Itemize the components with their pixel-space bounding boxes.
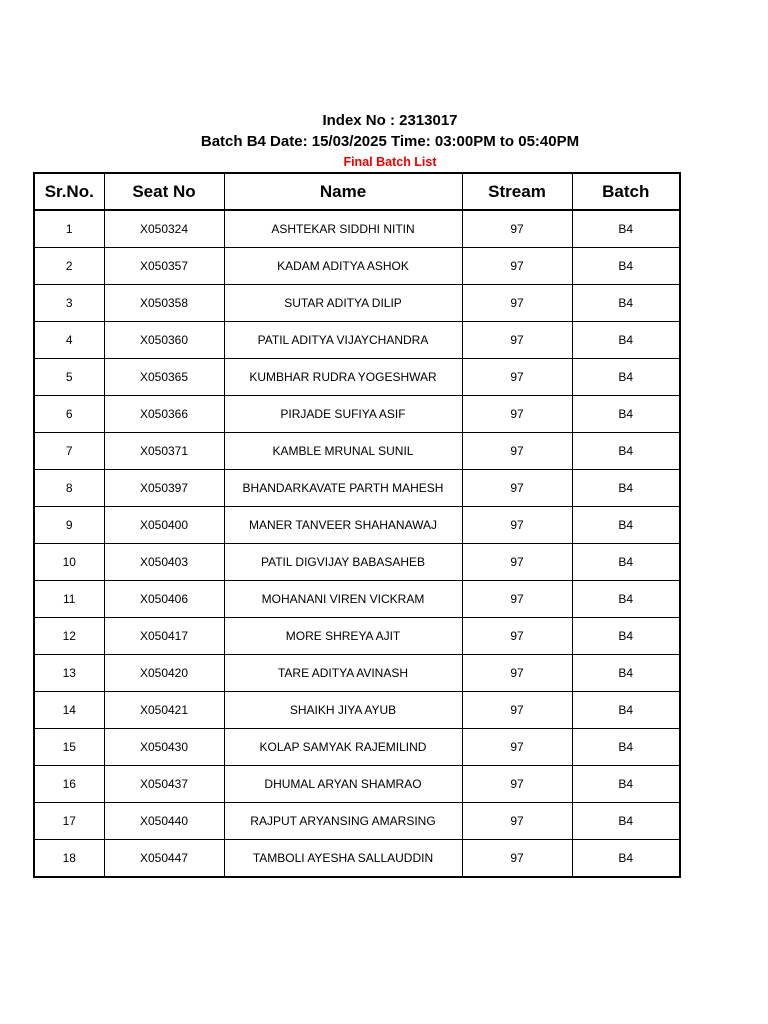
sr-no-cell: 1 — [34, 210, 104, 248]
stream-cell: 97 — [462, 507, 572, 544]
name-cell: TAMBOLI AYESHA SALLAUDDIN — [224, 840, 462, 878]
table-row — [34, 729, 680, 766]
batch-cell: B4 — [572, 359, 680, 396]
name-cell: DHUMAL ARYAN SHAMRAO — [224, 766, 462, 803]
name-cell: KADAM ADITYA ASHOK — [224, 248, 462, 285]
name-cell: SUTAR ADITYA DILIP — [224, 285, 462, 322]
table-row — [34, 359, 680, 396]
batch-list-table — [33, 172, 681, 878]
table-row — [34, 692, 680, 729]
sr-no-cell: 17 — [34, 803, 104, 840]
batch-cell: B4 — [572, 544, 680, 581]
sr-no-cell: 8 — [34, 470, 104, 507]
seat-no-cell: X050400 — [104, 507, 224, 544]
stream-cell: 97 — [462, 396, 572, 433]
batch-cell: B4 — [572, 507, 680, 544]
seat-no-cell: X050358 — [104, 285, 224, 322]
table-row — [34, 285, 680, 322]
table-row — [34, 322, 680, 359]
stream-cell: 97 — [462, 544, 572, 581]
table-row — [34, 396, 680, 433]
table-row — [34, 470, 680, 507]
batch-cell: B4 — [572, 618, 680, 655]
batch-cell: B4 — [572, 840, 680, 878]
stream-cell: 97 — [462, 803, 572, 840]
batch-cell: B4 — [572, 396, 680, 433]
final-batch-list-label: Final Batch List — [343, 155, 437, 169]
batch-cell: B4 — [572, 322, 680, 359]
stream-cell: 97 — [462, 729, 572, 766]
name-cell: MOHANANI VIREN VICKRAM — [224, 581, 462, 618]
seat-no-cell: X050365 — [104, 359, 224, 396]
table-row — [34, 210, 680, 248]
stream-cell: 97 — [462, 210, 572, 248]
table-row — [34, 507, 680, 544]
seat-no-cell: X050366 — [104, 396, 224, 433]
sr-no-cell: 13 — [34, 655, 104, 692]
stream-cell: 97 — [462, 692, 572, 729]
column-header-stream: Stream — [462, 173, 572, 210]
name-cell: BHANDARKAVATE PARTH MAHESH — [224, 470, 462, 507]
name-cell: MORE SHREYA AJIT — [224, 618, 462, 655]
seat-no-cell: X050447 — [104, 840, 224, 878]
name-cell: PIRJADE SUFIYA ASIF — [224, 396, 462, 433]
batch-cell: B4 — [572, 766, 680, 803]
name-cell: RAJPUT ARYANSING AMARSING — [224, 803, 462, 840]
batch-cell: B4 — [572, 285, 680, 322]
seat-no-cell: X050403 — [104, 544, 224, 581]
table-row — [34, 803, 680, 840]
seat-no-cell: X050421 — [104, 692, 224, 729]
name-cell: ASHTEKAR SIDDHI NITIN — [224, 210, 462, 248]
seat-no-cell: X050430 — [104, 729, 224, 766]
seat-no-cell: X050357 — [104, 248, 224, 285]
stream-cell: 97 — [462, 359, 572, 396]
table-body — [34, 210, 680, 877]
column-header-batch: Batch — [572, 173, 680, 210]
batch-cell: B4 — [572, 248, 680, 285]
batch-cell: B4 — [572, 803, 680, 840]
column-header-name: Name — [224, 173, 462, 210]
column-header-seat-no: Seat No — [104, 173, 224, 210]
index-number-heading: Index No : 2313017 — [322, 112, 458, 129]
sr-no-cell: 7 — [34, 433, 104, 470]
batch-cell: B4 — [572, 692, 680, 729]
seat-no-cell: X050371 — [104, 433, 224, 470]
seat-no-cell: X050360 — [104, 322, 224, 359]
table-row — [34, 433, 680, 470]
stream-cell: 97 — [462, 618, 572, 655]
table-row — [34, 618, 680, 655]
seat-no-cell: X050437 — [104, 766, 224, 803]
column-header-sr-no: Sr.No. — [34, 173, 104, 210]
batch-cell: B4 — [572, 655, 680, 692]
sr-no-cell: 2 — [34, 248, 104, 285]
batch-cell: B4 — [572, 433, 680, 470]
stream-cell: 97 — [462, 322, 572, 359]
name-cell: KAMBLE MRUNAL SUNIL — [224, 433, 462, 470]
table-row — [34, 766, 680, 803]
batch-cell: B4 — [572, 210, 680, 248]
seat-no-cell: X050440 — [104, 803, 224, 840]
seat-no-cell: X050406 — [104, 581, 224, 618]
table-row — [34, 544, 680, 581]
name-cell: KUMBHAR RUDRA YOGESHWAR — [224, 359, 462, 396]
sr-no-cell: 12 — [34, 618, 104, 655]
sr-no-cell: 5 — [34, 359, 104, 396]
batch-cell: B4 — [572, 729, 680, 766]
seat-no-cell: X050324 — [104, 210, 224, 248]
table-row — [34, 655, 680, 692]
sr-no-cell: 18 — [34, 840, 104, 878]
sr-no-cell: 10 — [34, 544, 104, 581]
table-header-row — [34, 173, 680, 210]
stream-cell: 97 — [462, 470, 572, 507]
stream-cell: 97 — [462, 655, 572, 692]
batch-cell: B4 — [572, 581, 680, 618]
sr-no-cell: 15 — [34, 729, 104, 766]
sr-no-cell: 4 — [34, 322, 104, 359]
seat-no-cell: X050397 — [104, 470, 224, 507]
sr-no-cell: 11 — [34, 581, 104, 618]
sr-no-cell: 3 — [34, 285, 104, 322]
stream-cell: 97 — [462, 766, 572, 803]
stream-cell: 97 — [462, 285, 572, 322]
batch-schedule-heading: Batch B4 Date: 15/03/2025 Time: 03:00PM to 05:40PM — [200, 133, 580, 150]
name-cell: TARE ADITYA AVINASH — [224, 655, 462, 692]
stream-cell: 97 — [462, 840, 572, 878]
name-cell: PATIL ADITYA VIJAYCHANDRA — [224, 322, 462, 359]
name-cell: PATIL DIGVIJAY BABASAHEB — [224, 544, 462, 581]
stream-cell: 97 — [462, 581, 572, 618]
seat-no-cell: X050417 — [104, 618, 224, 655]
stream-cell: 97 — [462, 433, 572, 470]
sr-no-cell: 9 — [34, 507, 104, 544]
table-row — [34, 840, 680, 878]
name-cell: KOLAP SAMYAK RAJEMILIND — [224, 729, 462, 766]
table-row — [34, 581, 680, 618]
name-cell: MANER TANVEER SHAHANAWAJ — [224, 507, 462, 544]
seat-no-cell: X050420 — [104, 655, 224, 692]
sr-no-cell: 6 — [34, 396, 104, 433]
stream-cell: 97 — [462, 248, 572, 285]
sr-no-cell: 14 — [34, 692, 104, 729]
sr-no-cell: 16 — [34, 766, 104, 803]
table-row — [34, 248, 680, 285]
batch-cell: B4 — [572, 470, 680, 507]
name-cell: SHAIKH JIYA AYUB — [224, 692, 462, 729]
